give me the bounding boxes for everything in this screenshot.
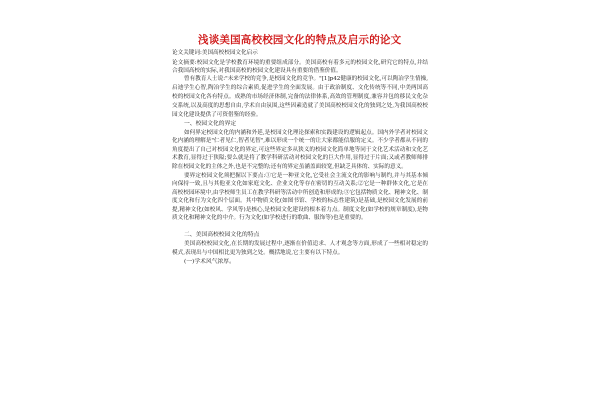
paragraph-key-points: 要界定校园文化须把握以下要点:①它是一种亚文化,它受社会主流文化的影响与制约,并与其基本倾向保持一致,且与其他亚文化如家庭文化、企业文化等存在密切的互动关系;②它是一种群体文化,它是在高校校园环境中,由学校师生员工在教学科研等活动中所创造和形成的;③它包括物质文化、精神文化、制度文化和行为文化四个层面。其中物质文化(如图书馆、学校的标志性建筑)是基础,是校园文化发展的前提,精神文化(如校风、学风等)是核心,是校园文化建设的根本着力点。制度文化(如学校的规章制度),是物质文化和精神文化的中介。行为文化(如学校进行的歌曲、服饰等)也是重要的。	[172, 172, 428, 222]
section-heading-1: 一、校园文化的界定	[184, 120, 237, 127]
abstract: 论文摘要:校园文化是学校教育环境的重要组成部分。美国高校有着多元的校园文化,研究它的特点,并结合我国高校的实际,对我国高校的校园文化建设具有重要的借鉴价值。	[172, 60, 428, 74]
subsection-heading-1: (一)学术风气浓厚。	[184, 258, 235, 265]
document-title: 浅谈美国高校校园文化的特点及启示的论文	[198, 34, 402, 46]
paragraph-definition: 如何界定校园文化的内涵和外延,是校园文化理论探索和实践建设的逻辑起点。国内外学者对校园文化内涵的理解是"仁者见仁,智者见智",难以形成一个统一的让大家都能信服的定义。不少学者都从不同的角度提出了自己对校园文化的界定,可这些界定多从狭义的校园文化简单地等同于文化艺术活动和文化艺术教育,显得过于狭隘;要么就是将了教学科研活动对校园文化的巨大作用,显得过于片面;又或者教师师排除在校园文化的主体之外,也是不完整的;还有的界定虽涵盖面较宽,但缺乏具体的、实际的意义。	[172, 129, 428, 170]
keywords-line: 论文关键词:美国高校校园文化启示	[172, 50, 258, 56]
document-page	[172, 14, 428, 394]
paragraph-intro: 曾有教育人士说:"未来学校的竞争,是校园文化的竞争。"[1]p42健康的校园文化,可以陶冶学生情操,启迪学生心智,陶冶学生的综合素质,促进学生的全面发展。由于政治制度、文化传统等不同,中美两国高校的校园文化各有特点。成熟的市场经济体制,完备的法律体系,高效的管理制度,兼容并包的移民文化杂交系统,以及高度的思想自由,学术自由氛围,这些因素造就了美国高校校园文化的独到之处,为我国高校校园文化建设提供了可资借鉴的经验。	[172, 76, 428, 118]
section-gap	[172, 223, 428, 231]
section-heading-2: 二、美国高校校园文化的特点	[184, 232, 260, 239]
paragraph-features: 美国高校校园文化,在长期的发展过程中,逐渐在价值追求、人才观念等方面,形成了一些相对稳定的模式,表现出与中国相比更为独到之处。概括地说,它主要有以下特点。	[172, 241, 428, 256]
